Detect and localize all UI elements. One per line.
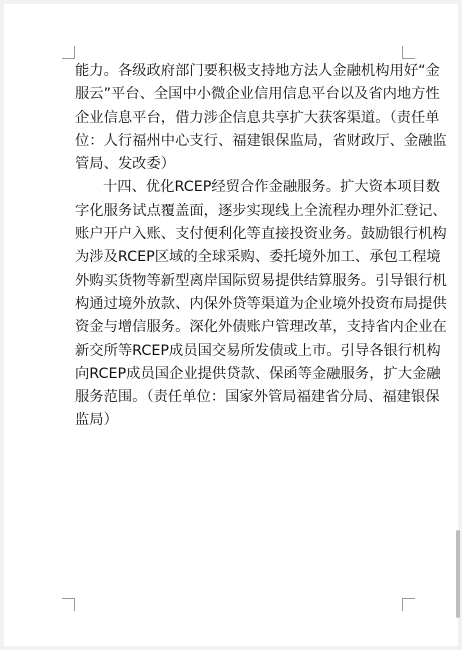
corner-mark-top-right xyxy=(402,46,415,59)
text-line: 服云”平台、全国中小微企业信用信息平台以及省内地方性 xyxy=(75,86,440,103)
corner-mark-bottom-right xyxy=(402,598,415,611)
text-line: 字化服务试点覆盖面，逐步实现线上全流程办理外汇登记、 xyxy=(75,202,447,219)
text-line: 企业信息平台，借力涉企信息共享扩大获客渠道。（责任单 xyxy=(75,109,440,126)
text-line: 位：人行福州中心支行、福建银保监局，省财政厅、金融监 xyxy=(75,132,447,149)
text-line: 服务范围。（责任单位：国家外管局福建省分局、福建银保 xyxy=(75,389,440,406)
text-line: 管局、发改委） xyxy=(75,156,176,173)
vertical-scrollbar-thumb[interactable] xyxy=(456,530,460,618)
text-line: 构通过境外放款、内保外贷等渠道为企业境外投资布局提供 xyxy=(75,295,447,312)
corner-mark-bottom-left xyxy=(62,598,75,611)
text-line: 监局） xyxy=(75,412,118,429)
document-body xyxy=(75,60,447,433)
document-page xyxy=(4,4,458,646)
text-line: 十四、优化RCEP经贸合作金融服务。扩大资本项目数 xyxy=(103,179,441,196)
text-line: 能力。各级政府部门要积极支持地方法人金融机构用好“金 xyxy=(75,63,440,79)
text-line: 为涉及RCEP区域的全球采购、委托境外加工、承包工程境 xyxy=(75,249,441,266)
text-line: 资金与增信服务。深化外债账户管理改革，支持省内企业在 xyxy=(75,319,447,336)
text-line: 新交所等RCEP成员国交易所发债或上市。引导各银行机构 xyxy=(75,342,441,359)
text-line: 向RCEP成员国企业提供贷款、保函等金融服务，扩大金融 xyxy=(75,365,441,382)
text-line: 外购买货物等新型离岸国际贸易提供结算服务。引导银行机 xyxy=(75,272,447,289)
text-line: 账户开户入账、支付便利化等直接投资业务。鼓励银行机构 xyxy=(75,226,447,243)
corner-mark-top-left xyxy=(62,46,75,59)
